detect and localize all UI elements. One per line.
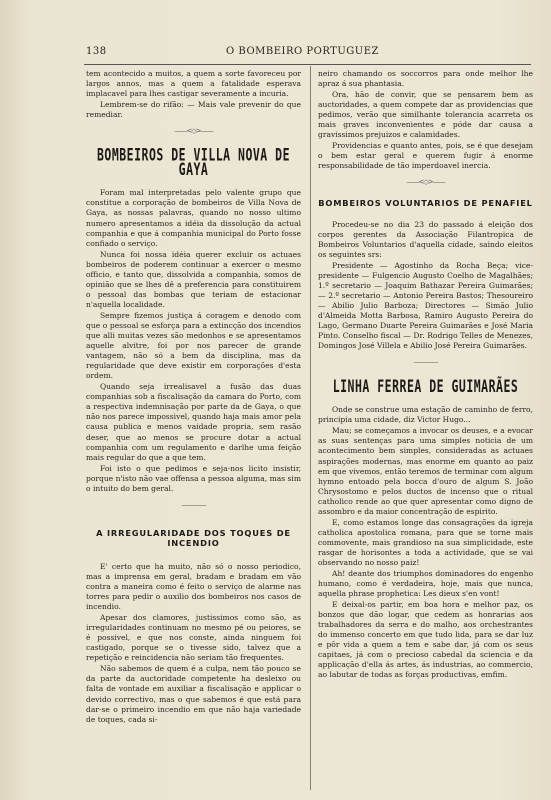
ornament-divider: ——<◇>—— — [174, 127, 213, 136]
header-rule — [84, 64, 531, 65]
page-header — [76, 46, 529, 60]
article-title: BOMBEIROS VOLUNTARIOS DE PENAFIEL — [318, 197, 533, 208]
paragraph: Presidente — Agostinho da Rocha Beça; vice-presidente — Fulgencio Augusto Coelho de Magalhães; 1.º secretario — Joaquim Bathazar Pereira Guimarães; — 2.º secretario — Antonio Pereira Bastos; Thesoureiro — Abilio Julio Barboza; Directores — Simão Julio d'Almeida Motta Barbosa, Ramiro Augusto Pereira do Lago, Germano Duarte Pereira Guimarães e José Maria Pinto. Conselho fiscal — Dr. Rodrigo Telles de Menezes, Domingos José Villela e Abilio José Pereira Guimarães. — [318, 260, 533, 351]
paragraph: Procedeu-se no dia 23 do passado á eleição dos corpos gerentes da Associação Filantropica de Bombeiros Voluntarios d'aquella cidade, saindo eleitos os seguintes srs: — [318, 219, 533, 259]
right-column — [318, 69, 533, 682]
publication-title: O BOMBEIRO PORTUGUEZ — [226, 46, 379, 57]
article-title: LINHA FERREA DE GUIMARÃES — [332, 376, 519, 397]
paragraph: Ora, hão de convir, que se pensarem bem as auctoridades, a quem compete dar as providencias que pedimos, verão que similhante tolerancia acarreta os mais graves inconvenientes e póde dar causa a gravissimos prejuizos e calamidades. — [318, 90, 533, 140]
ornament-divider: ——<◇>—— — [406, 178, 445, 187]
paragraph: Apesar dos clamores, justissimos como são, as irregularidades continuam no mesmo pé ou peiores, se é possivel, e que nos conste, ainda ninguem foi castigado, porque se o tivesse sido, talvez que a repetição e reincidencia não seriam tão frequentes. — [86, 613, 301, 663]
page-number: 138 — [86, 46, 107, 57]
paragraph: neiro chamando os soccorros para onde melhor lhe apraz á sua phantasia. — [318, 69, 533, 89]
paragraph: Quando seja irrealisavel a fusão das duas companhias sob a fiscalisação da camara do Porto, com a respectiva indemnisação por parte da de Gaya, o que não nos parece impossivel, quando haja mais amor pela causa publica e menos vaidade propria, sem rasão deser, que ao menos se procure dotar a actual companhia com um regulamento e darlhe uma feição mais regular do que a que tem. — [86, 382, 301, 462]
paragraph: Mau; se começamos a invocar os deuses, e a evocar as suas sentenças para uma simples noticia de um acontecimento bem simples, consideradas as actuaes aspirações modernas, mas enorme em quanto ao paiz em que vivemos, então teremos de terminar com algum hymno entoado pela bocca d'ouro de algum S. João Chrysostomo e pelos ductos de incenso que o ritual catholico rende ao que quer apresentar como digno de assombro e da maior concentração de espirito. — [318, 426, 533, 516]
article-title: A IRREGULARIDADE DOS TOQUES DE INCENDIO — [96, 527, 291, 548]
paragraph: Nunca foi nossa idéia querer excluir os actuaes bombeiros de poderem continuar a exercer o mesmo officio, e tanto que, dissolvida a companhia, somos de opinião que se lhes dê a preferencia para constituirem o pessoal das bombas que teriam de estacionar n'aquella localidade. — [86, 249, 301, 309]
paragraph: Lembrem-se do rifão: — Mais vale prevenir do que remediar. — [86, 100, 301, 120]
left-column — [86, 69, 301, 726]
ornament-divider: ———— — [181, 500, 206, 509]
article-title: BOMBEIROS DE VILLA NOVA DE GAYA — [96, 144, 290, 180]
paragraph: Foi isto o que pedimos e seja-nos licito insistir, porque n'isto não vae offensa a pessoa alguma, mas sim o intuito do bem geral. — [86, 463, 301, 493]
paragraph: E' certo que ha muito, não só o nosso periodico, mas a imprensa em geral, bradam e bradam em vão contra a maneira como é feito o serviço de alarme nas torres para pedir o auxilio dos bombeiros nos casos de incendio. — [86, 561, 301, 612]
paragraph: E deixal-os partir, em boa hora e melhor paz, os bonzos que dão logar, que cedem as honrarias aos trabalhadores da serra e do malho, aos orchestrantes do immenso concerto em que tudo lida, para se dar luz e pôr vida a quem a tem e sabe dar, já com os seus capitaes, já com o precioso cabedal da sciencia e da applicação d'ella ás artes, ás industrias, ao commercio, ao labutar de todas as forças productivas, emfim. — [318, 600, 533, 680]
column-divider — [310, 66, 311, 790]
paragraph: Onde se construe uma estação de caminho de ferro, principia uma cidade, diz Victor Hugo... — [318, 405, 533, 425]
paragraph: tem acontecido a muitos, a quem a sorte favoreceu por largos annos, mas a quem a fatalidade esperava implacavel para lhes castigar severamente a incuria. — [86, 69, 301, 99]
paragraph: Ah! deante dos triumphos dominadores do engenho humano, como é verdadeira, hoje, mais que nunca, aquella phrase prophetica: Les dieux s'en vont! — [318, 569, 533, 599]
paragraph: Foram mal interpretadas pelo valente grupo que constitue a corporação de bombeiros de Villa Nova de Gaya, as nossas palavras, quando no nosso ultimo numero apresentamos a idéia da dissolução da actual companhia e que á companhia municipal do Porto fosse confiado o serviço. — [86, 188, 301, 248]
paragraph: Providencias e quanto antes, pois, se é que desejam o bem estar geral e querem fugir á enorme responsabilidade de tão imperdoavel inercia. — [318, 141, 533, 171]
paragraph: Sempre fizemos justiça á coragem e denodo com que o pessoal se esforça para a extincção dos incendios que alli muitas vezes são medonhos e se apresentamos aquelle alvitre, foi por nos parecer de grande vantagem, não só a bem da disciplina, mas da regularidade que deve existir em corporações d'esta ordem. — [86, 310, 301, 381]
paragraph: Não sabemos de quem é a culpa, nem tão pouco se da parte da auctoridade competente ha desleixo ou falta de vontade em auxiliar a fiscalisação e applicar o devido correctivo, mas o que sabemos é que está para dar-se o primeiro incendio em que não haja variedade de toques, cada si- — [86, 664, 301, 724]
ornament-divider: ———— — [413, 358, 438, 367]
paragraph: E, como estamos longe das consagrações da igreja catholica apostolica romana, para que se torne mais commovente, mais grandioso na sua simplicidade, este rasgar de horisontes a toda a actividade, que se vai observando no nosso paiz! — [318, 517, 533, 567]
